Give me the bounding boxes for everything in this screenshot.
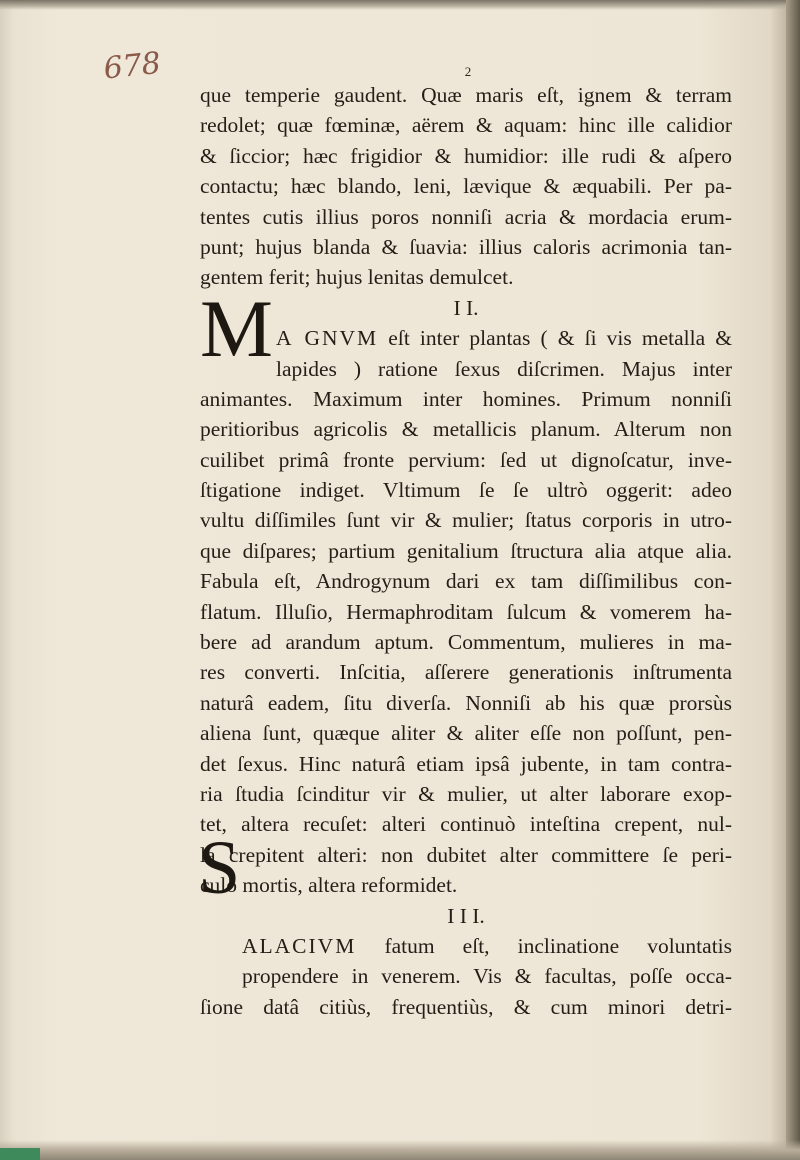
text-line: propendere in venerem. Vis & facultas, poſſe occa-: [242, 964, 732, 989]
text-line: la crepitent alteri: non dubitet alter committere ſe peri-: [200, 842, 732, 867]
text-line: animantes. Maximum inter homines. Primum nonniſi: [200, 386, 732, 411]
text-line: cuilibet primâ fronte pervium: ſed ut dignoſcatur, inve-: [200, 447, 732, 472]
text-line: culo mortis, altera reformidet.: [200, 873, 458, 898]
text-line: punt; hujus blanda & ſuavia: illius caloris acrimonia tan-: [200, 234, 732, 259]
text-line: ſione datâ citiùs, frequentiùs, & cum minori detri-: [200, 994, 732, 1019]
green-cover-edge: [0, 1148, 40, 1160]
text-line: flatum. Illuſio, Hermaphroditam ſulcum & vomerem ha-: [200, 599, 732, 624]
text-line: contactu; hæc blando, leni, lævique & æquabili. Per pa-: [200, 174, 732, 199]
first-word: A GNVM: [276, 326, 379, 351]
text-line: peritioribus agricolis & metallicis planum. Alterum non: [200, 417, 732, 442]
text-line: aliena ſunt, quæque aliter & aliter eſſe non poſſunt, pen-: [200, 721, 732, 746]
first-word: ALACIVM: [242, 933, 357, 958]
book-spine-edge: [786, 0, 800, 1160]
text-line: redolet; quæ fœminæ, aërem & aquam: hinc ille calidior: [200, 113, 732, 138]
page-number: 2: [464, 64, 472, 79]
text-line: det ſexus. Hinc naturâ etiam ipsâ jubente, in tam contra-: [200, 751, 732, 776]
text-line: [200, 931, 732, 961]
text-line: ſtigatione indiget. Vltimum ſe ſe ultrò oggerit: adeo: [200, 478, 732, 503]
text-line: que temperie gaudent. Quæ maris eſt, ignem & terram: [200, 83, 732, 107]
text-fragment: eſt inter plantas ( & ſi vis metalla &: [388, 326, 732, 351]
text-line: tet, altera recuſet: alteri continuò inteſtina crepent, nul-: [200, 812, 732, 837]
drop-cap-s: S: [198, 826, 241, 910]
text-line: ria ſtudia ſcinditur vir & mulier, ut alter laborare exop-: [200, 781, 732, 806]
page-bottom-edge: [0, 1140, 800, 1160]
text-line: [200, 323, 732, 353]
drop-cap-m: M: [200, 283, 273, 374]
body-text: [200, 80, 732, 1022]
section-heading-2: I I.: [453, 295, 479, 320]
text-fragment: fatum eſt, inclinatione voluntatis: [384, 933, 732, 958]
text-line: & ſiccior; hæc frigidior & humidior: ille rudi & aſpero: [200, 143, 732, 168]
section-heading-3: I I I.: [447, 903, 485, 928]
text-line: gentem ferit; hujus lenitas demulcet.: [200, 265, 514, 290]
text-line: lapides ) ratione ſexus diſcrimen. Majus inter: [276, 356, 732, 381]
text-line: Fabula eſt, Androgynum dari ex tam diſſimilibus con-: [200, 569, 732, 594]
text-line: tentes cutis illius poros nonniſi acria & mordacia erum-: [200, 204, 732, 229]
text-line: res converti. Inſcitia, aſſerere generationis inſtrumenta: [200, 660, 732, 685]
handwritten-margin-note: 678: [101, 45, 163, 87]
page-top-edge: [0, 0, 800, 10]
text-line: que diſpares; partium genitalium ſtructura alia atque alia.: [200, 538, 732, 563]
text-line: bere ad arandum aptum. Commentum, mulieres in ma-: [200, 630, 732, 655]
text-line: naturâ eadem, ſitu diverſa. Nonniſi ab his quæ prorsùs: [200, 690, 732, 715]
text-line: vultu diſſimiles ſunt vir & mulier; ſtatus corporis in utro-: [200, 508, 732, 533]
